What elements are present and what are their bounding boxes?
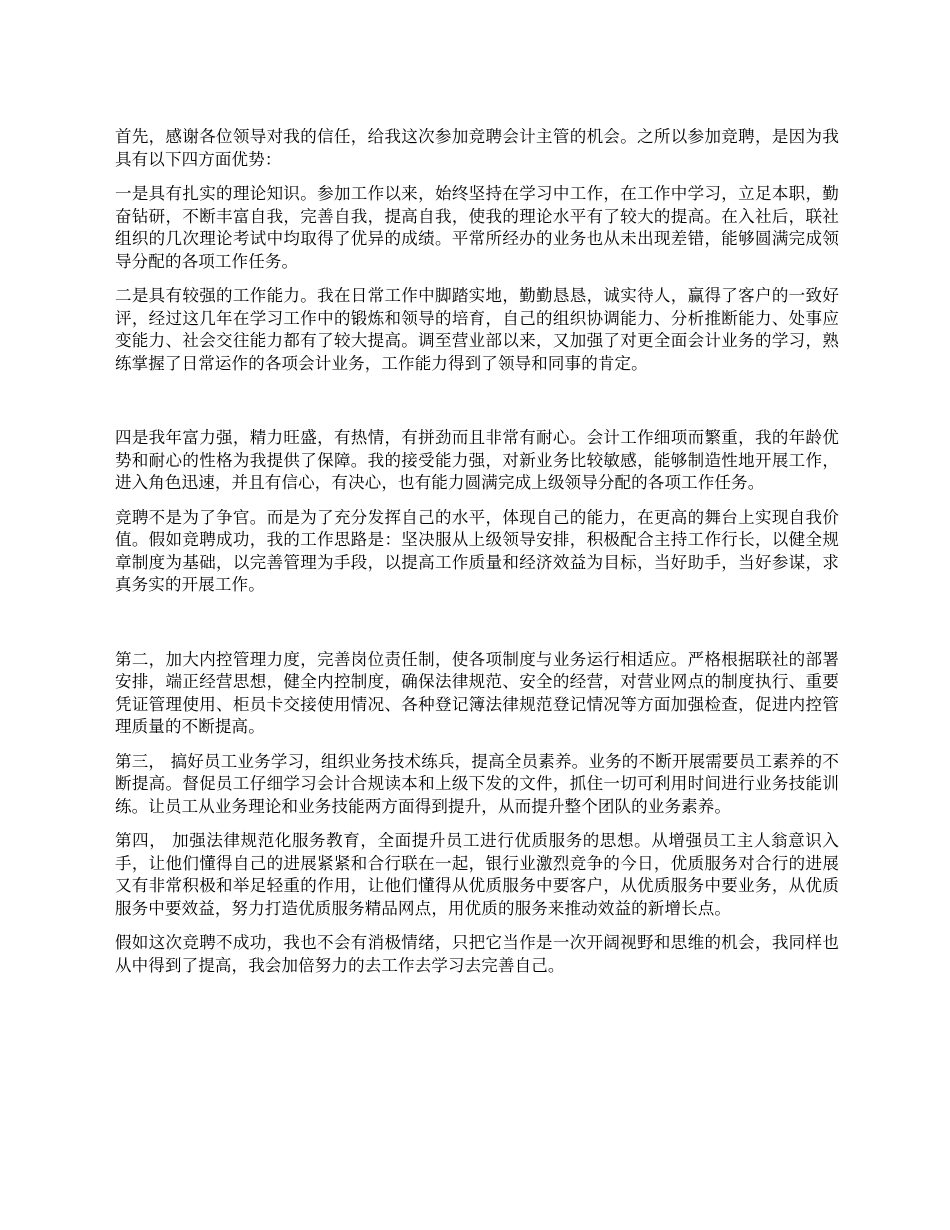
paragraph-intro: 首先，感谢各位领导对我的信任，给我这次参加竞聘会计主管的机会。之所以参加竞聘，是因为我具有以下四方面优势： xyxy=(115,127,839,169)
paragraph-second: 第二，加大内控管理力度，完善岗位责任制，使各项制度与业务运行相适应。严格根据联社的部署安排，端正经营思想，健全内控制度，确保法律规范、安全的经营，对营业网点的制度执行、重要凭证管理使用、柜员卡交接使用情况、各种登记簿法律规范登记情况等方面加强检查，促进内控管理质量的不断提高。 xyxy=(115,649,839,736)
paragraph-fourth: 第四， 加强法律规范化服务教育，全面提升员工进行优质服务的思想。从增强员工主人翁意识入手，让他们懂得自己的进展紧紧和合行联在一起，银行业激烈竞争的今日，优质服务对合行的进展又有非常积极和举足轻重的作用，让他们懂得从优质服务中要客户，从优质服务中要业务，从优质服务中要效益，努力打造优质服务精品网点，用优质的服务来推动效益的新增长点。 xyxy=(115,831,839,918)
document-page xyxy=(115,126,839,989)
paragraph-third: 第三， 搞好员工业务学习，组织业务技术练兵，提高全员素养。业务的不断开展需要员工素养的不断提高。督促员工仔细学习会计合规读本和上级下发的文件，抓住一切可利用时间进行业务技能训练。让员工从业务理论和业务技能两方面得到提升，从而提升整个团队的业务素养。 xyxy=(115,751,839,816)
paragraph-conclusion: 假如这次竞聘不成功，我也不会有消极情绪，只把它当作是一次开阔视野和思维的机会，我同样也从中得到了提高，我会加倍努力的去工作去学习去完善自己。 xyxy=(115,933,839,975)
paragraph-advantage-two: 二是具有较强的工作能力。我在日常工作中脚踏实地，勤勤恳恳，诚实待人，赢得了客户的一致好评，经过这几年在学习工作中的锻炼和领导的培育，自己的组织协调能力、分析推断能力、处事应变能力、社会交往能力都有了较大提高。调至营业部以来，又加强了对更全面会计业务的学习，熟练掌握了日常运作的各项会计业务，工作能力得到了领导和同事的肯定。 xyxy=(115,286,839,373)
paragraph-gap xyxy=(115,609,839,649)
paragraph-gap xyxy=(115,387,839,427)
paragraph-advantage-one: 一是具有扎实的理论知识。参加工作以来，始终坚持在学习中工作，在工作中学习，立足本职，勤奋钻研，不断丰富自我，完善自我，提高自我，使我的理论水平有了较大的提高。在入社后，联社组织的几次理论考试中均取得了优异的成绩。平常所经办的业务也从未出现差错，能够圆满完成领导分配的各项工作任务。 xyxy=(115,184,839,271)
paragraph-advantage-four: 四是我年富力强，精力旺盛，有热情，有拼劲而且非常有耐心。会计工作细项而繁重，我的年龄优势和耐心的性格为我提供了保障。我的接受能力强，对新业务比较敏感，能够制造性地开展工作，进入角色迅速，并且有信心，有决心，也有能力圆满完成上级领导分配的各项工作任务。 xyxy=(115,428,839,492)
paragraph-work-plan: 竞聘不是为了争官。而是为了充分发挥自己的水平，体现自己的能力，在更高的舞台上实现自我价值。假如竞聘成功，我的工作思路是：坚决服从上级领导安排，积极配合主持工作行长，以健全规章制度为基础，以完善管理为手段，以提高工作质量和经济效益为目标，当好助手，当好参谋，求真务实的开展工作。 xyxy=(115,507,839,594)
